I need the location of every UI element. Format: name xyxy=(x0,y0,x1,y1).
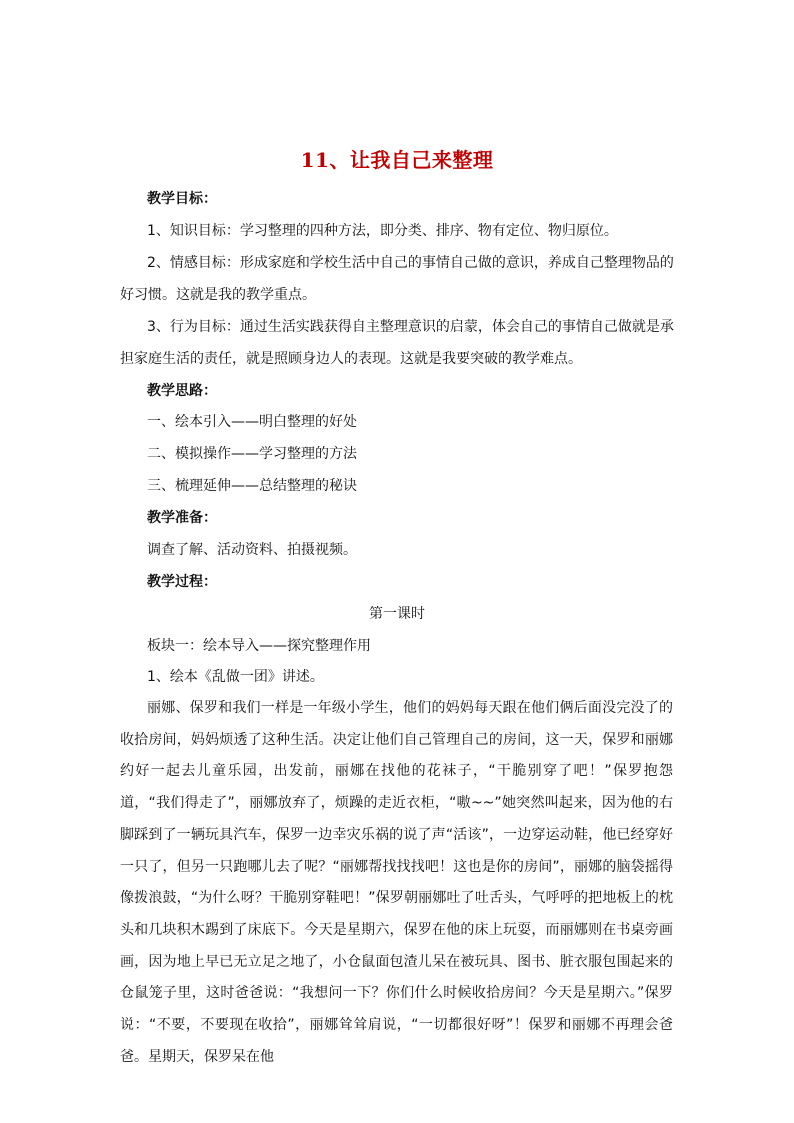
story-intro: 1、绘本《乱做一团》讲述。 xyxy=(147,669,324,685)
goal-emotion-line2: 好习惯。这就是我的教学重点。 xyxy=(120,287,316,303)
story-paragraph: 丽娜、保罗和我们一样是一年级小学生，他们的妈妈每天跟在他们俩后面没完没了的收拾房间，妈妈烦透了这种生活。决定让他们自己管理自己的房间，这一天，保罗和丽娜约好一起去儿童乐园，出发前，丽娜在找他的花袜子，“干脆别穿了吧！”保罗抱怨道，“我们得走了”，丽娜放弃了，烦躁的走近衣柜，“嗷~~”她突然叫起来，因为他的右脚踩到了一辆玩具汽车，保罗一边幸灾乐祸的说了声“活该”，一边穿运动鞋，他已经穿好一只了，但另一只跑哪儿去了呢？“丽娜帮找找找吧！这也是你的房间”，丽娜的脑袋摇得像拨浪鼓，“为什么呀？干脆别穿鞋吧！”保罗朝丽娜吐了吐舌头，气呼呼的把地板上的枕头和几块积木踢到了床底下。今天是星期六，保罗在他的床上玩耍，而丽娜则在书桌旁画画，因为地上早已无立足之地了，小仓鼠面包渣儿呆在被玩具、图书、脏衣服包围起来的仓鼠笼子里，这时爸爸说：“我想问一下？你们什么时候收拾房间？今天是星期六。”保罗说：“不要，不要现在收拾”，丽娜耸耸肩说，“一切都很好呀”！保罗和丽娜不再理会爸爸。星期天，保罗呆在他 xyxy=(120,700,673,1065)
approach-heading: 教学思路： xyxy=(147,383,217,399)
block-one-heading: 板块一：绘本导入——探究整理作用 xyxy=(147,638,371,654)
goal-behavior-line2: 担家庭生活的责任，就是照顾身边人的表现。这就是我要突破的教学难点。 xyxy=(120,351,582,367)
goals-heading: 教学目标： xyxy=(147,191,217,207)
approach-item-2: 二、模拟操作——学习整理的方法 xyxy=(147,446,357,462)
document-title: 11、让我自己来整理 xyxy=(300,148,494,172)
goal-knowledge: 1、知识目标：学习整理的四种方法，即分类、排序、物有定位、物归原位。 xyxy=(147,223,618,239)
goal-emotion-line1: 2、情感目标：形成家庭和学校生活中自己的事情自己做的意识，养成自己整理物品的 xyxy=(147,255,674,271)
approach-item-3: 三、梳理延伸——总结整理的秘诀 xyxy=(147,478,357,494)
prep-text: 调查了解、活动资料、拍摄视频。 xyxy=(147,542,357,558)
approach-item-1: 一、绘本引入——明白整理的好处 xyxy=(147,414,357,430)
goal-behavior-line1: 3、行为目标：通过生活实践获得自主整理意识的启蒙，体会自己的事情自己做就是承 xyxy=(147,319,674,335)
process-heading: 教学过程： xyxy=(147,574,217,590)
prep-heading: 教学准备： xyxy=(147,510,217,526)
lesson-label: 第一课时 xyxy=(369,606,425,622)
